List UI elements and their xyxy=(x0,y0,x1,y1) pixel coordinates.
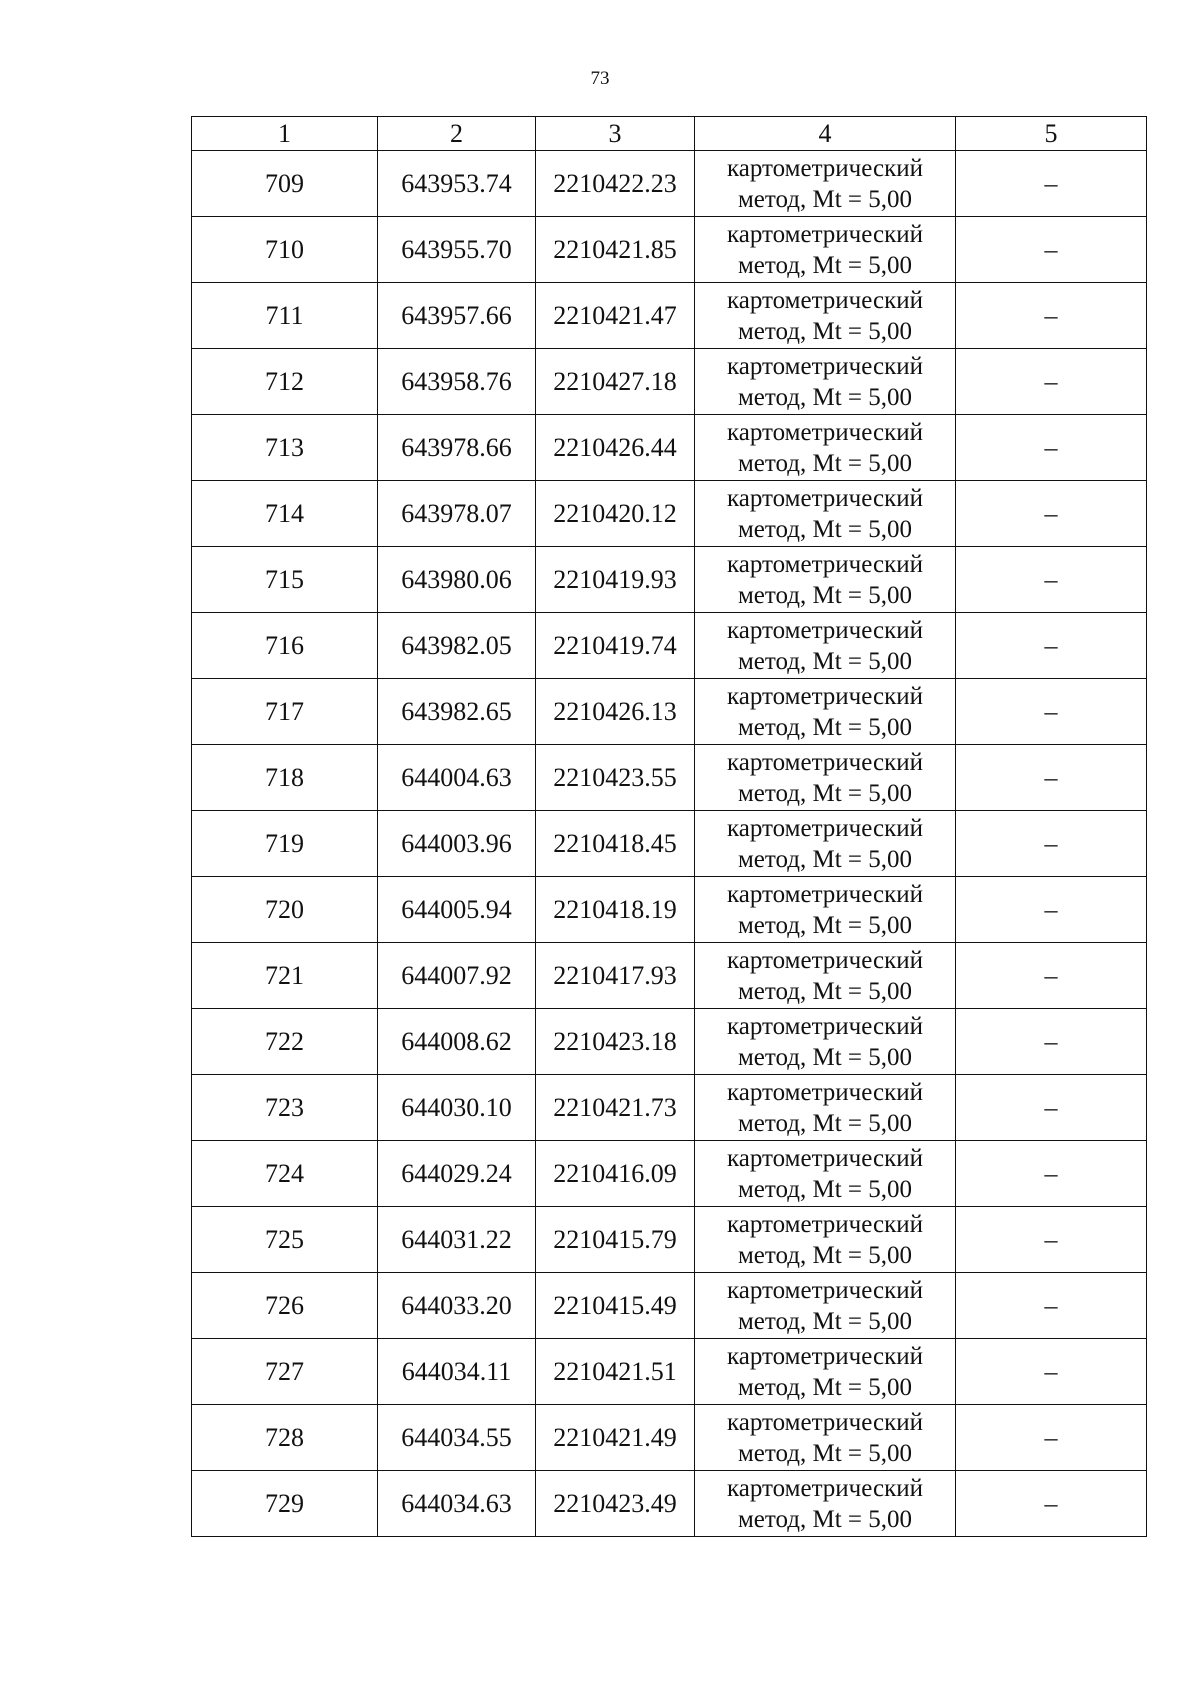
method-cell xyxy=(695,349,956,415)
method-cell xyxy=(695,217,956,283)
table-row xyxy=(192,1339,1147,1405)
method-cell xyxy=(695,613,956,679)
method-cell xyxy=(695,1273,956,1339)
method-line-1: картометрический xyxy=(727,1078,923,1106)
table-row xyxy=(192,1009,1147,1075)
method-line-1: картометрический xyxy=(727,814,923,842)
note-cell: – xyxy=(956,1273,1147,1339)
method-line-2: метод, Mt = 5,00 xyxy=(737,1043,913,1071)
table-row xyxy=(192,1075,1147,1141)
y-coordinate-cell: 2210423.18 xyxy=(536,1009,695,1075)
method-line-2: метод, Mt = 5,00 xyxy=(737,581,913,609)
y-coordinate-cell: 2210419.93 xyxy=(536,547,695,613)
note-cell: – xyxy=(956,613,1147,679)
y-coordinate-cell: 2210421.49 xyxy=(536,1405,695,1471)
x-coordinate-cell: 643955.70 xyxy=(378,217,536,283)
method-cell xyxy=(695,1141,956,1207)
method-line-2: метод, Mt = 5,00 xyxy=(737,515,913,543)
y-coordinate-cell: 2210426.44 xyxy=(536,415,695,481)
point-number-cell: 715 xyxy=(192,547,378,613)
method-line-1: картометрический xyxy=(727,1474,923,1502)
method-line-2: метод, Mt = 5,00 xyxy=(737,977,913,1005)
x-coordinate-cell: 643953.74 xyxy=(378,151,536,217)
method-cell xyxy=(695,415,956,481)
point-number-cell: 726 xyxy=(192,1273,378,1339)
point-number-cell: 718 xyxy=(192,745,378,811)
x-coordinate-cell: 644003.96 xyxy=(378,811,536,877)
method-cell xyxy=(695,481,956,547)
y-coordinate-cell: 2210420.12 xyxy=(536,481,695,547)
point-number-cell: 716 xyxy=(192,613,378,679)
method-line-1: картометрический xyxy=(727,1342,923,1370)
header-cell-4: 4 xyxy=(695,117,956,151)
method-cell xyxy=(695,1405,956,1471)
method-line-2: метод, Mt = 5,00 xyxy=(737,251,913,279)
y-coordinate-cell: 2210418.19 xyxy=(536,877,695,943)
table-row xyxy=(192,745,1147,811)
method-line-1: картометрический xyxy=(727,418,923,446)
y-coordinate-cell: 2210421.73 xyxy=(536,1075,695,1141)
point-number-cell: 728 xyxy=(192,1405,378,1471)
method-cell xyxy=(695,283,956,349)
note-cell: – xyxy=(956,679,1147,745)
table-row xyxy=(192,151,1147,217)
header-cell-5: 5 xyxy=(956,117,1147,151)
x-coordinate-cell: 644034.11 xyxy=(378,1339,536,1405)
y-coordinate-cell: 2210421.51 xyxy=(536,1339,695,1405)
method-line-2: метод, Mt = 5,00 xyxy=(737,185,913,213)
x-coordinate-cell: 644034.55 xyxy=(378,1405,536,1471)
table-row xyxy=(192,1471,1147,1537)
y-coordinate-cell: 2210415.79 xyxy=(536,1207,695,1273)
table-row xyxy=(192,811,1147,877)
y-coordinate-cell: 2210421.85 xyxy=(536,217,695,283)
method-line-2: метод, Mt = 5,00 xyxy=(737,1241,913,1269)
y-coordinate-cell: 2210415.49 xyxy=(536,1273,695,1339)
method-line-1: картометрический xyxy=(727,682,923,710)
note-cell: – xyxy=(956,151,1147,217)
point-number-cell: 710 xyxy=(192,217,378,283)
point-number-cell: 711 xyxy=(192,283,378,349)
method-cell xyxy=(695,547,956,613)
method-line-1: картометрический xyxy=(727,286,923,314)
method-line-1: картометрический xyxy=(727,1144,923,1172)
y-coordinate-cell: 2210427.18 xyxy=(536,349,695,415)
method-line-1: картометрический xyxy=(727,220,923,248)
y-coordinate-cell: 2210418.45 xyxy=(536,811,695,877)
point-number-cell: 727 xyxy=(192,1339,378,1405)
method-cell xyxy=(695,745,956,811)
note-cell: – xyxy=(956,943,1147,1009)
x-coordinate-cell: 644034.63 xyxy=(378,1471,536,1537)
x-coordinate-cell: 644004.63 xyxy=(378,745,536,811)
method-cell xyxy=(695,1207,956,1273)
note-cell: – xyxy=(956,1405,1147,1471)
method-line-1: картометрический xyxy=(727,1276,923,1304)
point-number-cell: 712 xyxy=(192,349,378,415)
method-cell xyxy=(695,1339,956,1405)
point-number-cell: 717 xyxy=(192,679,378,745)
method-line-1: картометрический xyxy=(727,550,923,578)
table-row xyxy=(192,1273,1147,1339)
coordinates-table xyxy=(191,116,1147,1537)
table-row xyxy=(192,613,1147,679)
table-row xyxy=(192,481,1147,547)
method-line-1: картометрический xyxy=(727,484,923,512)
table-header xyxy=(192,117,1147,151)
note-cell: – xyxy=(956,1471,1147,1537)
y-coordinate-cell: 2210421.47 xyxy=(536,283,695,349)
method-cell xyxy=(695,1075,956,1141)
method-line-1: картометрический xyxy=(727,880,923,908)
point-number-cell: 709 xyxy=(192,151,378,217)
method-line-1: картометрический xyxy=(727,1408,923,1436)
point-number-cell: 722 xyxy=(192,1009,378,1075)
method-line-1: картометрический xyxy=(727,946,923,974)
method-line-1: картометрический xyxy=(727,352,923,380)
x-coordinate-cell: 643982.65 xyxy=(378,679,536,745)
method-cell xyxy=(695,943,956,1009)
point-number-cell: 714 xyxy=(192,481,378,547)
x-coordinate-cell: 644033.20 xyxy=(378,1273,536,1339)
note-cell: – xyxy=(956,481,1147,547)
y-coordinate-cell: 2210417.93 xyxy=(536,943,695,1009)
header-cell-1: 1 xyxy=(192,117,378,151)
note-cell: – xyxy=(956,1339,1147,1405)
header-cell-2: 2 xyxy=(378,117,536,151)
x-coordinate-cell: 644030.10 xyxy=(378,1075,536,1141)
method-line-2: метод, Mt = 5,00 xyxy=(737,1373,913,1401)
x-coordinate-cell: 644031.22 xyxy=(378,1207,536,1273)
method-line-2: метод, Mt = 5,00 xyxy=(737,1109,913,1137)
y-coordinate-cell: 2210426.13 xyxy=(536,679,695,745)
table-body xyxy=(192,151,1147,1537)
method-line-2: метод, Mt = 5,00 xyxy=(737,845,913,873)
method-line-2: метод, Mt = 5,00 xyxy=(737,1439,913,1467)
method-line-2: метод, Mt = 5,00 xyxy=(737,779,913,807)
table-row xyxy=(192,349,1147,415)
table-row xyxy=(192,1405,1147,1471)
note-cell: – xyxy=(956,283,1147,349)
y-coordinate-cell: 2210419.74 xyxy=(536,613,695,679)
y-coordinate-cell: 2210423.55 xyxy=(536,745,695,811)
x-coordinate-cell: 643958.76 xyxy=(378,349,536,415)
note-cell: – xyxy=(956,1141,1147,1207)
point-number-cell: 713 xyxy=(192,415,378,481)
page-number: 73 xyxy=(590,68,610,89)
method-line-2: метод, Mt = 5,00 xyxy=(737,1505,913,1533)
method-cell xyxy=(695,1471,956,1537)
note-cell: – xyxy=(956,415,1147,481)
method-cell xyxy=(695,877,956,943)
point-number-cell: 720 xyxy=(192,877,378,943)
table-row xyxy=(192,547,1147,613)
note-cell: – xyxy=(956,1207,1147,1273)
header-row xyxy=(192,117,1147,151)
method-line-1: картометрический xyxy=(727,748,923,776)
table-row xyxy=(192,415,1147,481)
note-cell: – xyxy=(956,745,1147,811)
table-row xyxy=(192,877,1147,943)
table-row xyxy=(192,1207,1147,1273)
x-coordinate-cell: 643978.07 xyxy=(378,481,536,547)
method-cell xyxy=(695,1009,956,1075)
method-line-1: картометрический xyxy=(727,616,923,644)
table-row xyxy=(192,943,1147,1009)
method-line-2: метод, Mt = 5,00 xyxy=(737,911,913,939)
x-coordinate-cell: 644005.94 xyxy=(378,877,536,943)
point-number-cell: 725 xyxy=(192,1207,378,1273)
method-line-2: метод, Mt = 5,00 xyxy=(737,383,913,411)
method-line-2: метод, Mt = 5,00 xyxy=(737,647,913,675)
note-cell: – xyxy=(956,811,1147,877)
method-line-1: картометрический xyxy=(727,1210,923,1238)
note-cell: – xyxy=(956,217,1147,283)
note-cell: – xyxy=(956,349,1147,415)
x-coordinate-cell: 644007.92 xyxy=(378,943,536,1009)
method-line-1: картометрический xyxy=(727,154,923,182)
table-row xyxy=(192,217,1147,283)
method-line-2: метод, Mt = 5,00 xyxy=(737,449,913,477)
method-line-2: метод, Mt = 5,00 xyxy=(737,1307,913,1335)
x-coordinate-cell: 643982.05 xyxy=(378,613,536,679)
table-row xyxy=(192,1141,1147,1207)
table-row xyxy=(192,679,1147,745)
method-cell xyxy=(695,811,956,877)
table-row xyxy=(192,283,1147,349)
x-coordinate-cell: 643980.06 xyxy=(378,547,536,613)
method-cell xyxy=(695,679,956,745)
x-coordinate-cell: 643957.66 xyxy=(378,283,536,349)
header-cell-3: 3 xyxy=(536,117,695,151)
point-number-cell: 724 xyxy=(192,1141,378,1207)
point-number-cell: 719 xyxy=(192,811,378,877)
method-cell xyxy=(695,151,956,217)
x-coordinate-cell: 644029.24 xyxy=(378,1141,536,1207)
y-coordinate-cell: 2210422.23 xyxy=(536,151,695,217)
x-coordinate-cell: 643978.66 xyxy=(378,415,536,481)
method-line-1: картометрический xyxy=(727,1012,923,1040)
y-coordinate-cell: 2210416.09 xyxy=(536,1141,695,1207)
method-line-2: метод, Mt = 5,00 xyxy=(737,713,913,741)
point-number-cell: 723 xyxy=(192,1075,378,1141)
method-line-2: метод, Mt = 5,00 xyxy=(737,1175,913,1203)
point-number-cell: 729 xyxy=(192,1471,378,1537)
note-cell: – xyxy=(956,1009,1147,1075)
note-cell: – xyxy=(956,877,1147,943)
note-cell: – xyxy=(956,1075,1147,1141)
y-coordinate-cell: 2210423.49 xyxy=(536,1471,695,1537)
method-line-2: метод, Mt = 5,00 xyxy=(737,317,913,345)
x-coordinate-cell: 644008.62 xyxy=(378,1009,536,1075)
point-number-cell: 721 xyxy=(192,943,378,1009)
note-cell: – xyxy=(956,547,1147,613)
